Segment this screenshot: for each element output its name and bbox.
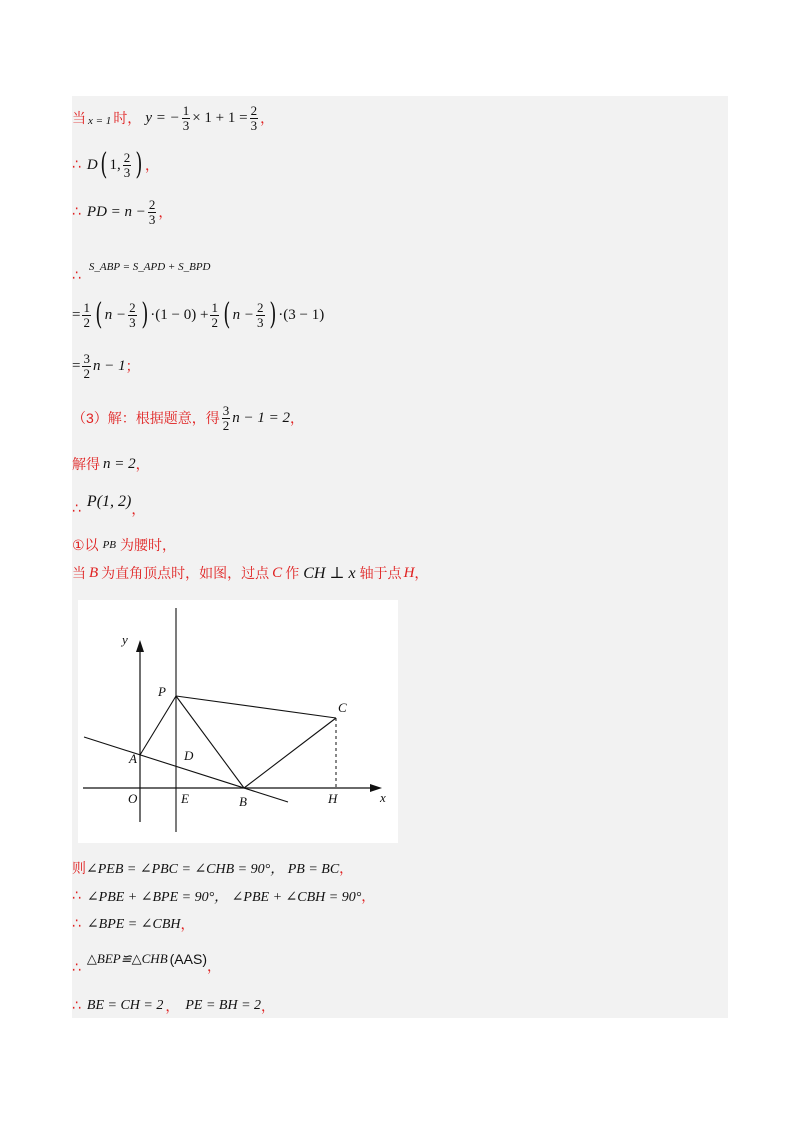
math-pd: PD = n −	[86, 203, 146, 220]
label-c: C	[338, 700, 347, 715]
math-congruent: △BEP≌△CHB	[86, 951, 168, 966]
therefore-symbol: ∴	[72, 888, 81, 904]
fraction-1-2: $\frac{1}{2}$	[83, 299, 90, 330]
line-16	[72, 996, 275, 1016]
therefore-symbol: ∴	[72, 916, 81, 932]
fraction-2-3: $\frac{2}{3}$	[123, 149, 131, 180]
line-12	[72, 858, 353, 878]
fraction-2-3: $\frac{2}{3}$	[250, 103, 258, 133]
math-rest: × 1 + 1 =	[192, 109, 248, 126]
comma: ，	[361, 888, 376, 904]
fraction-3-2: $\frac{3}{2}$	[222, 403, 230, 433]
text-right-angle: 为直角顶点时，如图，过点	[101, 565, 270, 581]
math-c: C	[272, 564, 283, 581]
math-D: D	[86, 156, 98, 173]
math-equation: n − 1 = 2	[232, 409, 291, 426]
fraction-2-3: $\frac{2}{3}$	[257, 299, 264, 330]
left-paren: (	[223, 297, 231, 332]
label-b: B	[239, 794, 247, 809]
case-1-text: 为腰时，	[120, 537, 177, 553]
comma: ，	[206, 958, 221, 974]
semicolon: ；	[125, 358, 140, 375]
label-a: A	[129, 751, 137, 766]
segment-pc	[176, 696, 336, 718]
math-result: n − 1	[92, 357, 126, 374]
comma: ，	[180, 916, 195, 932]
text-when: 当	[72, 110, 86, 127]
line-8	[72, 454, 150, 474]
math-angle-sums: ∠PBE + ∠BPE = 90°， ∠PBE + ∠CBH = 90°	[86, 890, 362, 905]
math-b: B	[89, 564, 99, 581]
therefore-symbol: ∴	[72, 268, 81, 284]
text-axis-point: 轴于点	[359, 565, 402, 581]
math-n-eq-2: n = 2	[103, 455, 136, 472]
segment-bc	[244, 718, 336, 788]
math-angle-eq: ∠BPE = ∠CBH	[86, 916, 181, 932]
geometry-figure	[78, 600, 398, 843]
fraction-2-3: $\frac{2}{3}$	[129, 299, 136, 330]
line-10	[72, 535, 176, 555]
segment-pb	[176, 696, 244, 788]
left-paren: (	[100, 147, 108, 182]
content-panel	[72, 96, 728, 1018]
therefore-symbol: ∴	[72, 501, 81, 517]
fraction-2-3: $\frac{2}{3}$	[148, 197, 156, 227]
comma: ，	[158, 204, 173, 221]
math-area-sum: S_ABP = S_APD + S_BPD	[88, 261, 211, 273]
segment-pa	[140, 696, 176, 755]
line-5	[72, 297, 325, 332]
math-pe-bh: PE = BH = 2	[185, 998, 262, 1013]
line-1	[72, 104, 274, 132]
math-aas: (AAS)	[169, 951, 207, 967]
math-eq: =	[72, 306, 81, 323]
comma: ，	[260, 110, 275, 127]
label-d: D	[184, 748, 194, 763]
math-inner: 1,	[109, 156, 121, 173]
line-3	[72, 198, 172, 226]
label-p: P	[158, 684, 166, 699]
fraction-1-2: $\frac{1}{2}$	[211, 299, 218, 330]
line-15	[72, 942, 221, 976]
right-paren: )	[140, 297, 148, 332]
line-11	[72, 563, 428, 583]
line-7	[72, 404, 304, 432]
comma: ，	[135, 456, 150, 472]
comma: ，	[131, 501, 146, 517]
math-times: ·(1 − 0) +	[150, 306, 209, 323]
math-h: H	[403, 564, 415, 581]
figure-svg	[78, 600, 398, 843]
therefore-symbol: ∴	[72, 204, 81, 221]
text-shi: 时，	[113, 110, 142, 127]
line-4	[72, 250, 211, 284]
label-y: y	[122, 632, 128, 647]
line-2	[72, 147, 159, 182]
line-13	[72, 886, 375, 906]
comma: ，	[339, 860, 354, 876]
therefore-symbol: ∴	[72, 960, 81, 976]
text-ze: 则	[72, 860, 86, 876]
fraction-1-3: $\frac{1}{3}$	[182, 103, 190, 133]
math-point-p: P(1, 2)	[86, 493, 132, 510]
comma: ，	[261, 998, 276, 1014]
math-times-2: ·(3 − 1)	[278, 306, 325, 323]
solve-label: 解得	[72, 456, 100, 472]
right-paren: )	[268, 297, 276, 332]
math-pb: PB	[102, 539, 117, 551]
fraction-3-2: $\frac{3}{2}$	[83, 351, 90, 381]
math-ch-perp-x: CH ⊥ x	[303, 565, 356, 582]
therefore-symbol: ∴	[72, 157, 81, 173]
label-o: O	[128, 791, 138, 806]
math-x-eq-1: x = 1	[88, 115, 112, 128]
math-n-minus: n −	[104, 306, 127, 323]
line-6	[72, 352, 140, 380]
comma: ，	[414, 565, 429, 581]
y-axis-arrow-icon	[136, 640, 144, 652]
label-x: x	[380, 790, 386, 805]
comma: ，	[165, 998, 180, 1014]
comma: ，	[144, 157, 159, 173]
left-paren: (	[95, 297, 103, 332]
therefore-symbol: ∴	[72, 998, 81, 1014]
line-14	[72, 914, 195, 934]
line-9	[72, 485, 145, 519]
text-when: 当	[72, 565, 86, 581]
case-1-label: ①以	[72, 537, 99, 553]
math-n-minus: n −	[232, 306, 255, 323]
math-be-ch: BE = CH = 2	[86, 998, 164, 1013]
math-y: y = −	[145, 109, 180, 126]
comma: ，	[290, 410, 305, 427]
math-eq: =	[72, 357, 81, 374]
text-zuo: 作	[285, 565, 300, 581]
label-h: H	[328, 791, 338, 806]
right-paren: )	[135, 147, 143, 182]
part-3-label: （3）解：根据题意，得	[72, 410, 220, 427]
label-e: E	[181, 791, 189, 806]
math-angles-equal: ∠PEB = ∠PBC = ∠CHB = 90°， PB = BC	[86, 862, 340, 877]
